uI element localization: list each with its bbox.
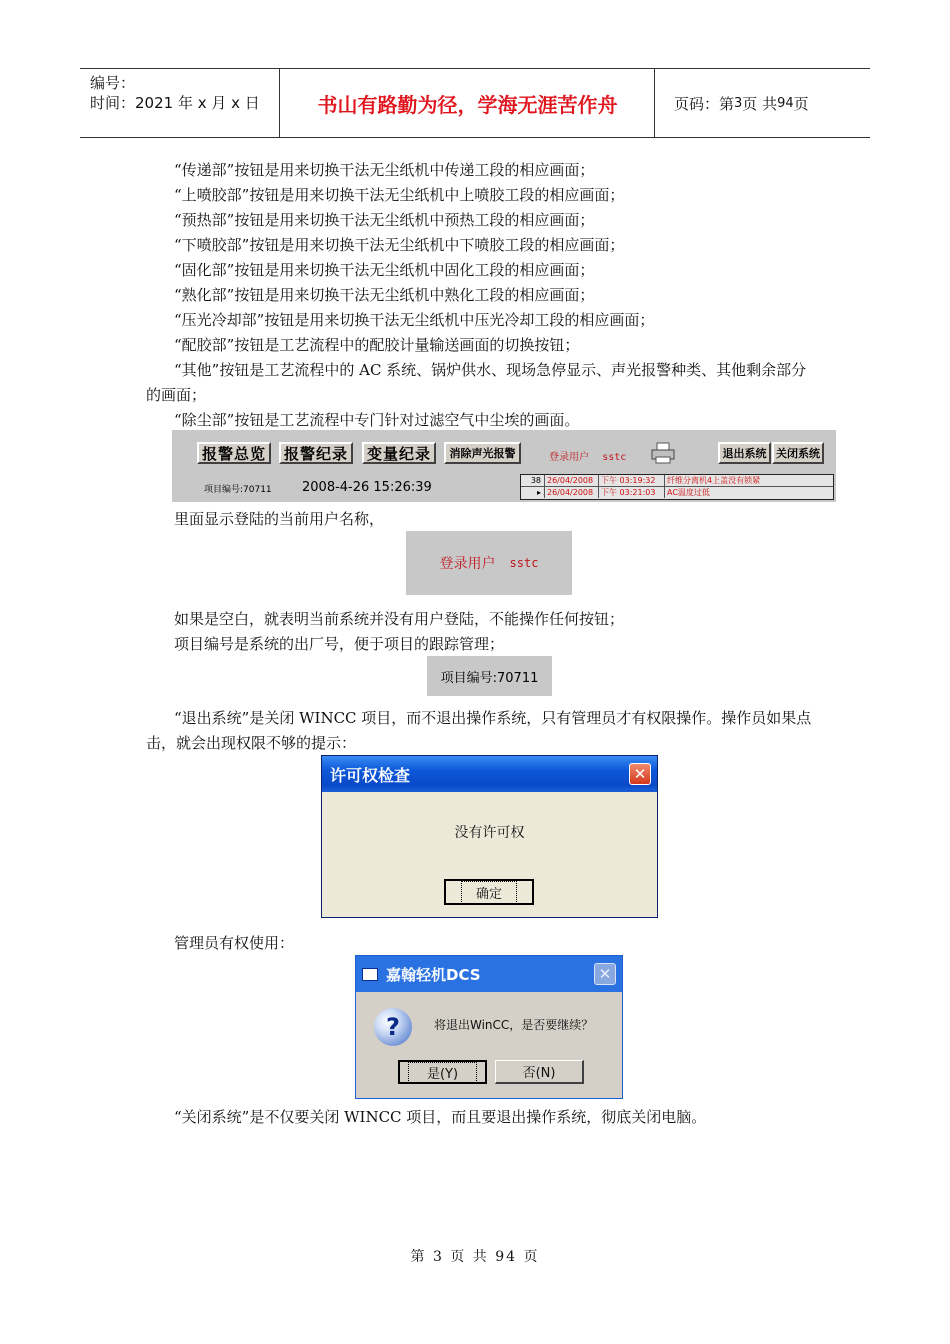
text-line: “除尘部”按钮是工艺流程中专门针对过滤空气中尘埃的画面。 (174, 411, 580, 429)
yes-label: 是(Y) (408, 1062, 477, 1083)
number-label: 编号： (90, 74, 136, 92)
text-line: “预热部”按钮是用来切换干法无尘纸机中预热工段的相应画面； (174, 211, 595, 229)
no-button[interactable]: 否(N) (495, 1060, 584, 1084)
alarm-overview-button[interactable]: 报警总览 (197, 442, 271, 464)
login-user: sstc (509, 556, 539, 570)
login-user-screenshot (406, 531, 572, 595)
alarm-date: 26/04/2008 (545, 487, 599, 498)
admin-note: 管理员有权使用： (174, 934, 295, 952)
permission-check-dialog (321, 755, 658, 918)
current-datetime: 2008-4-26 15:26:39 (302, 480, 432, 495)
login-label: 登录用户 (439, 556, 496, 572)
page-prefix: 页码：第 (674, 94, 735, 113)
text-line: “其他”按钮是工艺流程中的 AC 系统、锅炉供水、现场急停显示、声光报警种类、其他剩余部分的画面； (146, 361, 807, 404)
header-meta (80, 69, 280, 137)
close-icon[interactable]: ✕ (629, 763, 651, 785)
close-note-wrap (146, 1105, 814, 1130)
header-motto: 书山有路勤为径，学海无涯苦作舟 (281, 69, 655, 137)
exit-system-button[interactable]: 退出系统 (718, 442, 771, 464)
alarm-no: 38 (521, 475, 545, 486)
project-number-screenshot: 项目编号:70711 (427, 656, 552, 696)
app-window-icon (362, 968, 378, 981)
text-line: “压光冷却部”按钮是用来切换干法无尘纸机中压光冷却工段的相应画面； (174, 311, 655, 329)
shutdown-note: “关闭系统”是不仅要关闭 WINCC 项目，而且要退出操作系统，彻底关闭电脑。 (174, 1108, 707, 1126)
alarm-message: AC温度过低 (667, 488, 710, 497)
printer-icon[interactable] (650, 442, 676, 464)
admin-note-wrap (146, 931, 814, 956)
alarm-row[interactable] (521, 475, 833, 487)
exit-note-wrap (146, 706, 814, 756)
alarm-message: 纤维分离机4上盖没有锁紧 (667, 476, 761, 485)
text-line: “固化部”按钮是用来切换干法无尘纸机中固化工段的相应画面； (174, 261, 595, 279)
project-number: 项目编号:70711 (204, 485, 272, 495)
alarm-list[interactable] (520, 474, 834, 500)
dialog-message: 没有许可权 (454, 825, 525, 841)
alarm-time: 下午 03:21:03 (599, 487, 665, 498)
time-label: 时间：2021 年 x 月 x 日 (90, 94, 260, 112)
alarm-no: ▸ (521, 487, 545, 498)
exit-system-note: “退出系统”是关闭 WINCC 项目，而不退出操作系统，只有管理员才有权限操作。操作员如果点击，就会出现权限不够的提示： (146, 709, 812, 752)
page-mid: 页 共 (742, 94, 778, 113)
dialog-title: 嘉翰轻机DCS (386, 966, 481, 984)
login-user: sstc (602, 452, 627, 463)
button-descriptions (146, 158, 814, 433)
alarm-record-button[interactable]: 报警纪录 (279, 442, 353, 464)
page-total: 94 (777, 95, 794, 111)
page-header (80, 68, 870, 138)
user-name-note: 里面显示登陆的当前用户名称， (174, 510, 385, 528)
blank-user-note: 如果是空白，就表明当前系统并没有用户登陆，不能操作任何按钮； (174, 610, 625, 628)
dialog-title: 许可权检查 (330, 766, 411, 785)
notes-block (146, 607, 814, 657)
wincc-toolbar-screenshot (172, 430, 836, 502)
ok-button[interactable] (444, 879, 534, 905)
page-footer: 第 3 页 共 94 页 (410, 1249, 540, 1265)
ok-label: 确定 (461, 881, 517, 904)
text-line: “下喷胶部”按钮是用来切换干法无尘纸机中下喷胶工段的相应画面； (174, 236, 625, 254)
exit-confirm-dialog (355, 955, 623, 1099)
current-user (549, 448, 626, 463)
header-page-info (664, 69, 870, 137)
text-line: “配胶部”按钮是工艺流程中的配胶计量输送画面的切换按钮； (174, 336, 580, 354)
text-line: “传递部”按钮是用来切换干法无尘纸机中传递工段的相应画面； (174, 161, 595, 179)
dialog-message: 将退出WinCC，是否要继续？ (434, 1018, 594, 1032)
alarm-time: 下午 03:19:32 (599, 475, 665, 486)
project-number-note: 项目编号是系统的出厂号，便于项目的跟踪管理； (174, 635, 505, 653)
question-icon: ? (374, 1008, 412, 1046)
shutdown-system-button[interactable]: 关闭系统 (772, 442, 824, 464)
text-line: “上喷胶部”按钮是用来切换干法无尘纸机中上喷胶工段的相应画面； (174, 186, 625, 204)
page-current: 3 (734, 95, 743, 111)
silence-alarm-button[interactable]: 消除声光报警 (444, 442, 521, 464)
page-suffix: 页 (793, 94, 809, 113)
alarm-row[interactable] (521, 487, 833, 498)
variable-record-button[interactable]: 变量纪录 (362, 442, 436, 464)
yes-button[interactable] (398, 1060, 487, 1084)
user-name-note-wrap (146, 507, 814, 532)
login-label: 登录用户 (549, 452, 589, 463)
close-icon[interactable]: ✕ (594, 963, 616, 985)
text-line: “熟化部”按钮是用来切换干法无尘纸机中熟化工段的相应画面； (174, 286, 595, 304)
alarm-date: 26/04/2008 (545, 475, 599, 486)
